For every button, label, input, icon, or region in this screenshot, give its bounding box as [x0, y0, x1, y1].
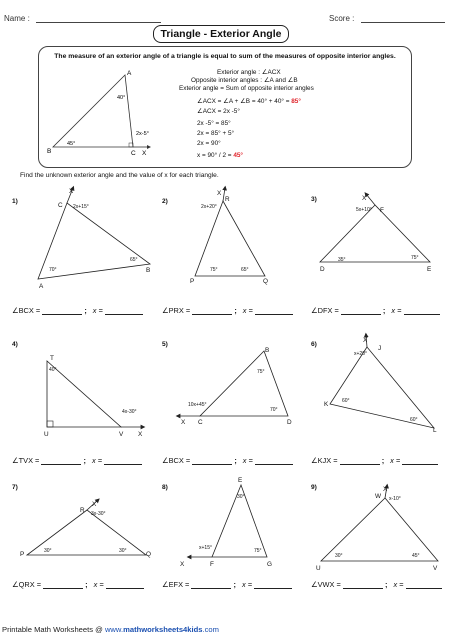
p7-angle-ext: 3x-30°: [91, 511, 106, 517]
answer-row-8: ∠EFX = ; x =: [162, 580, 292, 589]
p5-angle-b: 75°: [257, 369, 265, 375]
p3-x-blank[interactable]: [404, 306, 440, 315]
problem-number-4: 4): [12, 341, 18, 348]
p5-label-b: B: [265, 347, 270, 354]
p2-angle-q: 65°: [241, 267, 249, 273]
problem-number-3: 3): [311, 196, 317, 203]
p9-angle-v: 45°: [412, 553, 420, 559]
p2-angle-ext: 2x+20°: [201, 204, 217, 210]
problem-number-9: 9): [311, 484, 317, 491]
p9-angle-u: 30°: [335, 553, 343, 559]
p4-label-x: X: [138, 431, 143, 438]
p7-angle-q: 30°: [119, 548, 127, 554]
p8-angle-e: 30°: [237, 494, 245, 500]
p6-angle-l: 60°: [410, 417, 418, 423]
p8-angle-ext: x+15°: [199, 545, 212, 551]
p1-label-b: B: [146, 267, 151, 274]
solution-line-7: 2x = 85° + 5°: [197, 130, 235, 137]
p7-x-blank[interactable]: [106, 580, 144, 589]
p3-angle-blank[interactable]: [341, 306, 381, 315]
p8-x-blank[interactable]: [254, 580, 292, 589]
solution-line-5: ∠ACX = 2x -5°: [197, 108, 240, 115]
p7-label-p: P: [20, 551, 25, 558]
p6-angle-ext: x+20°: [354, 351, 367, 357]
p6-angle-blank[interactable]: [340, 456, 380, 465]
p7-label-q: Q: [146, 551, 151, 558]
example-angle-b: 45°: [67, 141, 76, 147]
p7-label-x: X: [92, 501, 97, 508]
p1-x-blank[interactable]: [105, 306, 143, 315]
p9-angle-blank[interactable]: [343, 580, 383, 589]
p6-angle-k: 60°: [342, 398, 350, 404]
p2-x-blank[interactable]: [255, 306, 293, 315]
p1-angle-ext: 2x+15°: [73, 204, 89, 210]
definition-statement: The measure of an exterior angle of a triangle is equal to sum of the measures of opposite interior angles.: [54, 53, 396, 60]
p5-angle-d: 70°: [270, 407, 278, 413]
solution-line-8: 2x = 90°: [197, 140, 221, 147]
p2-label-x: X: [217, 190, 222, 197]
p5-label-c: C: [198, 419, 203, 426]
p8-angle-g: 75°: [254, 548, 262, 554]
p6-label-x: X: [363, 337, 368, 344]
p6-x-blank[interactable]: [402, 456, 438, 465]
p8-label-e: E: [238, 477, 243, 484]
p1-label-x: X: [69, 188, 74, 195]
p5-angle-ext: 10x+45°: [188, 402, 207, 408]
problem-number-7: 7): [12, 484, 18, 491]
solution-line-4: ∠ACX = ∠A + ∠B = 40° + 40° = 85°: [197, 98, 301, 105]
p4-label-u: U: [44, 431, 49, 438]
p4-angle-t: 40°: [49, 367, 57, 373]
p5-x-blank[interactable]: [255, 456, 293, 465]
p1-label-a: A: [39, 283, 44, 290]
p1-label-c: C: [58, 202, 63, 209]
p7-label-r: R: [80, 507, 85, 514]
p9-label-w: W: [375, 493, 382, 500]
solution-line-3: Exterior angle = Sum of opposite interior angles: [179, 85, 314, 92]
p9-angle-ext: x-10°: [389, 496, 401, 502]
p4-x-blank[interactable]: [104, 456, 142, 465]
score-label: Score :: [329, 14, 355, 23]
solution-answer-angle: 85°: [291, 98, 301, 105]
answer-row-2: ∠PRX = ; x =: [162, 306, 293, 315]
p1-angle-blank[interactable]: [42, 306, 82, 315]
p7-angle-blank[interactable]: [43, 580, 83, 589]
p8-label-f: F: [210, 561, 214, 568]
answer-row-9: ∠VWX = ; x =: [311, 580, 442, 589]
p7-angle-p: 30°: [44, 548, 52, 554]
p8-angle-blank[interactable]: [191, 580, 231, 589]
p2-angle-p: 75°: [210, 267, 218, 273]
footer-prefix: Printable Math Worksheets @: [2, 625, 105, 634]
instructions: Find the unknown exterior angle and the value of x for each triangle.: [20, 172, 219, 179]
p4-angle-blank[interactable]: [41, 456, 81, 465]
example-label-c: C: [131, 150, 136, 157]
p9-x-blank[interactable]: [406, 580, 442, 589]
example-label-a: A: [127, 70, 132, 77]
p9-label-x: X: [383, 486, 388, 493]
p3-label-e: E: [427, 266, 432, 273]
p5-label-x: X: [181, 419, 186, 426]
answer-row-3: ∠DFX = ; x =: [311, 306, 440, 315]
p9-label-v: V: [433, 565, 438, 572]
footer-site-link[interactable]: www.mathworksheets4kids.com: [104, 625, 219, 634]
example-angle-c: 2x-5°: [136, 131, 149, 137]
example-angle-a: 40°: [117, 95, 126, 101]
solution-line-1: Exterior angle : ∠ACX: [217, 69, 281, 76]
p5-angle-blank[interactable]: [192, 456, 232, 465]
footer: [2, 625, 219, 634]
p3-angle-d: 35°: [338, 257, 346, 263]
name-label: Name :: [4, 14, 30, 23]
solution-answer-x: 45°: [233, 152, 243, 159]
answer-row-7: ∠QRX = ; x =: [12, 580, 144, 589]
p4-label-v: V: [119, 431, 124, 438]
example-label-b: B: [47, 148, 52, 155]
p8-label-g: G: [267, 561, 272, 568]
solution-line-2: Opposite interior angles : ∠A and ∠B: [191, 77, 298, 84]
p2-label-r: R: [225, 196, 230, 203]
problem-number-6: 6): [311, 341, 317, 348]
p8-label-x: X: [180, 561, 185, 568]
problem-number-8: 8): [162, 484, 168, 491]
p5-label-d: D: [287, 419, 292, 426]
answer-row-1: ∠BCX = ; x =: [12, 306, 143, 315]
worksheet-title: Triangle - Exterior Angle: [153, 25, 289, 43]
p3-angle-e: 75°: [411, 255, 419, 261]
answer-row-4: ∠TVX = ; x =: [12, 456, 142, 465]
p4-label-t: T: [50, 355, 54, 362]
p4-angle-ext: 4x-30°: [122, 409, 137, 415]
p2-label-p: P: [190, 278, 195, 285]
solution-line-9: x = 90° / 2 = 45°: [197, 152, 243, 159]
p6-label-l: L: [433, 427, 437, 434]
p2-label-q: Q: [263, 278, 268, 285]
example-label-x: X: [142, 150, 147, 157]
p3-label-x: X: [362, 195, 367, 202]
p9-label-u: U: [316, 565, 321, 572]
problem-number-5: 5): [162, 341, 168, 348]
p1-angle-b: 65°: [130, 257, 138, 263]
problem-number-2: 2): [162, 198, 168, 205]
p6-label-k: K: [324, 401, 329, 408]
solution-line-6: 2x -5° = 85°: [197, 120, 231, 127]
p6-label-j: J: [378, 345, 382, 352]
answer-row-6: ∠KJX = ; x =: [311, 456, 438, 465]
p3-angle-ext: 5x+10°: [356, 207, 372, 213]
p3-label-d: D: [320, 266, 325, 273]
problem-number-1: 1): [12, 198, 18, 205]
p1-angle-a: 70°: [49, 267, 57, 273]
answer-row-5: ∠BCX = ; x =: [162, 456, 293, 465]
p2-angle-blank[interactable]: [192, 306, 232, 315]
p3-label-f: F: [380, 207, 384, 214]
